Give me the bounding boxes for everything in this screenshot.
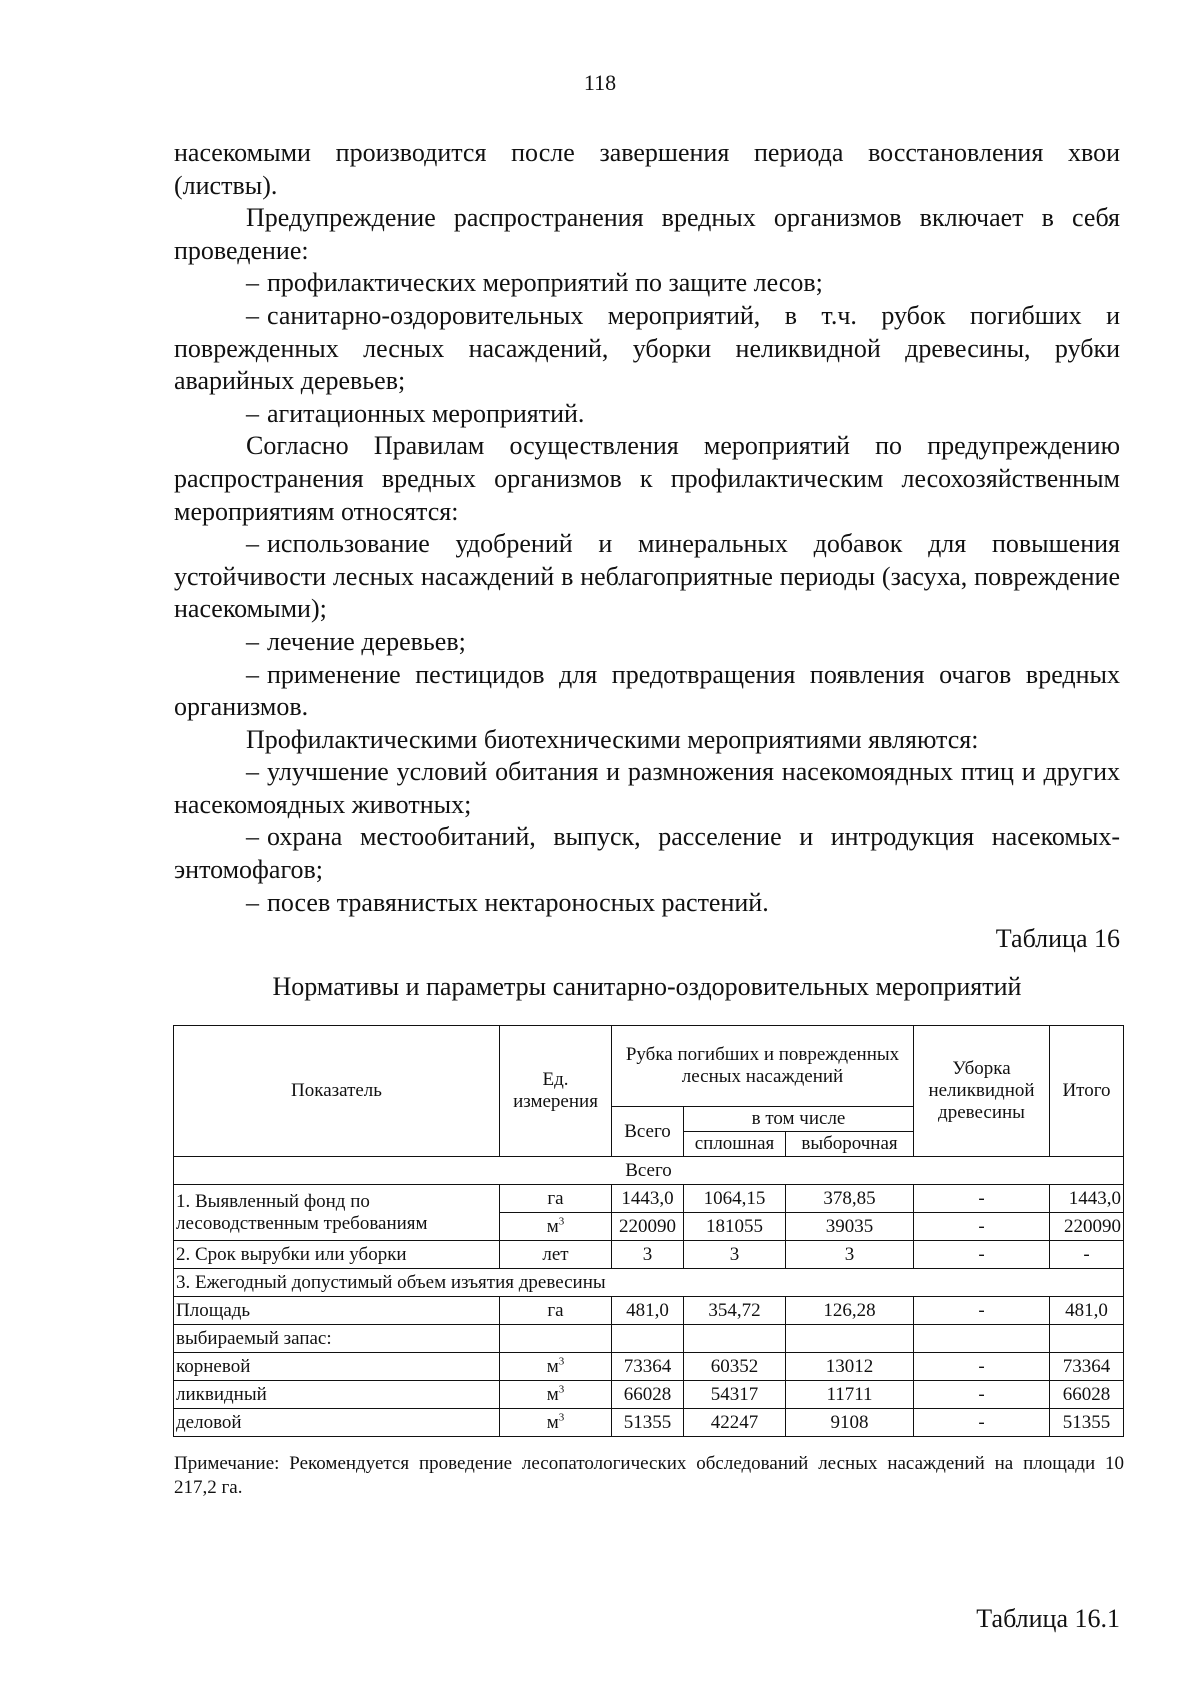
header-indicator: Показатель [174,1026,500,1157]
section-all: Всего [174,1157,1124,1185]
paragraph-text: охрана местообитаний, выпуск, расселение и интродукция насекомых-энтомофагов; [174,822,1120,885]
norms-table [173,1025,1124,1437]
cell-cleanup: - [914,1185,1050,1213]
dash-bullet: – [246,529,259,559]
empty-cell [500,1325,612,1353]
list-item [174,659,1120,724]
table-row [174,1241,1124,1269]
cell-clear: 42247 [684,1409,786,1437]
cell-cleanup: - [914,1241,1050,1269]
dash-bullet: – [246,626,259,656]
header-total: Всего [612,1107,684,1157]
paragraph [174,137,1120,202]
cell-itogo: 66028 [1050,1381,1124,1409]
cell-selective: 378,85 [786,1185,914,1213]
row-label: Площадь [174,1297,500,1325]
table-note: Примечание: Рекомендуется проведение лесопатологических обследований лесных насаждений на площади 10 217,2 га. [174,1453,1124,1498]
paragraph-text: лечение деревьев; [267,626,466,656]
header-including: в том числе [684,1107,914,1132]
table-title: Нормативы и параметры санитарно-оздоровительных мероприятий [272,972,1022,1001]
paragraph-text: насекомыми производится после завершения периода восстановления хвои (листвы). [174,138,1120,200]
paragraph-text: профилактических мероприятий по защите лесов; [267,268,823,298]
cell-unit [500,1213,612,1241]
table-section-row [174,1157,1124,1185]
list-item [174,398,1120,431]
table-row [174,1409,1124,1437]
paragraph [174,430,1120,528]
paragraph-text: применение пестицидов для предотвращения появления очагов вредных организмов. [174,659,1120,722]
cell-unit: лет [500,1241,612,1269]
list-item [174,267,1120,300]
paragraph [174,202,1120,267]
cell-selective: 9108 [786,1409,914,1437]
cell-total: 66028 [612,1381,684,1409]
empty-cell [914,1325,1050,1353]
table-row [174,1353,1124,1381]
table-section-row [174,1269,1124,1297]
paragraph-text: Профилактическими биотехническими мероприятиями являются: [246,724,979,754]
paragraph-text: улучшение условий обитания и размножения насекомоядных птиц и других насекомоядных животных; [174,757,1120,819]
unit-sup: 3 [558,1411,565,1424]
list-item [174,528,1120,626]
dash-bullet: – [246,268,259,298]
row-label: корневой [174,1353,500,1381]
header-clear: сплошная [684,1132,786,1157]
cell-total: 51355 [612,1409,684,1437]
unit-text: м [546,1215,559,1237]
cell-total: 73364 [612,1353,684,1381]
section-3: 3. Ежегодный допустимый объем изъятия древесины [174,1269,1124,1297]
table-row [174,1381,1124,1409]
list-item [174,626,1120,659]
row-label: 1. Выявленный фонд по лесоводственным требованиям [174,1185,500,1241]
table-label: Таблица 16 [995,924,1120,953]
cell-total: 1443,0 [612,1185,684,1213]
table-header-row [174,1026,1124,1107]
body-text [174,137,1120,919]
unit-sup: 3 [558,1215,565,1228]
cell-cleanup: - [914,1353,1050,1381]
cell-clear: 60352 [684,1353,786,1381]
cell-selective: 13012 [786,1353,914,1381]
dash-bullet: – [246,887,259,917]
cell-cleanup: - [914,1381,1050,1409]
cell-clear: 354,72 [684,1297,786,1325]
cell-total: 3 [612,1241,684,1269]
cell-unit: га [500,1297,612,1325]
cell-unit: га [500,1185,612,1213]
paragraph-text: использование удобрений и минеральных добавок для повышения устойчивости лесных насаждений в неблагоприятные периоды (засуха, повреждение насекомыми); [174,529,1120,624]
header-selective: выборочная [786,1132,914,1157]
paragraph-text: Согласно Правилам осуществления мероприятий по предупреждению распространения вредных организмов к профилактическим лесохозяйственным мероприятиям относятся: [174,431,1120,526]
dash-bullet: – [246,300,259,330]
next-table-label: Таблица 16.1 [976,1604,1120,1633]
paragraph-text: санитарно-оздоровительных мероприятий, в т.ч. рубок погибших и поврежденных лесных насаждений, уборки неликвидной древесины, рубки аварийных деревьев; [174,300,1120,396]
cell-unit [500,1381,612,1409]
unit-text: м [546,1355,559,1377]
cell-cleanup: - [914,1213,1050,1241]
empty-cell [612,1325,684,1353]
cell-unit [500,1353,612,1381]
header-cleanup: Уборка неликвидной древесины [914,1026,1050,1157]
table-row [174,1325,1124,1353]
cell-itogo: 51355 [1050,1409,1124,1437]
dash-bullet: – [246,398,259,428]
cell-cleanup: - [914,1409,1050,1437]
list-item [174,887,1120,920]
cell-itogo: 73364 [1050,1353,1124,1381]
paragraph-text: посев травянистых нектароносных растений. [267,887,769,917]
paragraph-text: агитационных мероприятий. [267,398,585,428]
cell-clear: 3 [684,1241,786,1269]
list-item [174,300,1120,398]
cell-unit [500,1409,612,1437]
unit-text: м [546,1411,559,1433]
empty-cell [786,1325,914,1353]
paragraph [174,724,1120,757]
dash-bullet: – [246,659,259,689]
cell-clear: 181055 [684,1213,786,1241]
table-row [174,1297,1124,1325]
page-number: 118 [583,70,617,95]
row-label: деловой [174,1409,500,1437]
table-row [174,1185,1124,1213]
row-label: выбираемый запас: [174,1325,500,1353]
cell-selective: 3 [786,1241,914,1269]
cell-itogo: 481,0 [1050,1297,1124,1325]
cell-total: 220090 [612,1213,684,1241]
header-felling-group: Рубка погибших и поврежденных лесных насаждений [612,1026,914,1107]
cell-total: 481,0 [612,1297,684,1325]
cell-clear: 54317 [684,1381,786,1409]
header-itogo: Итого [1050,1026,1124,1157]
cell-itogo: 220090 [1050,1213,1124,1241]
cell-cleanup: - [914,1297,1050,1325]
cell-selective: 11711 [786,1381,914,1409]
list-item [174,821,1120,886]
cell-itogo: 1443,0 [1050,1185,1124,1213]
empty-cell [684,1325,786,1353]
row-label: 2. Срок вырубки или уборки [174,1241,500,1269]
unit-sup: 3 [558,1383,565,1396]
paragraph-text: Предупреждение распространения вредных организмов включает в себя проведение: [174,203,1120,265]
empty-cell [1050,1325,1124,1353]
row-label: ликвидный [174,1381,500,1409]
header-unit: Ед. измерения [500,1026,612,1157]
cell-clear: 1064,15 [684,1185,786,1213]
dash-bullet: – [246,822,259,852]
dash-bullet: – [246,757,259,787]
list-item [174,756,1120,821]
cell-itogo: - [1050,1241,1124,1269]
cell-selective: 126,28 [786,1297,914,1325]
unit-text: м [546,1383,559,1405]
cell-selective: 39035 [786,1213,914,1241]
unit-sup: 3 [558,1355,565,1368]
